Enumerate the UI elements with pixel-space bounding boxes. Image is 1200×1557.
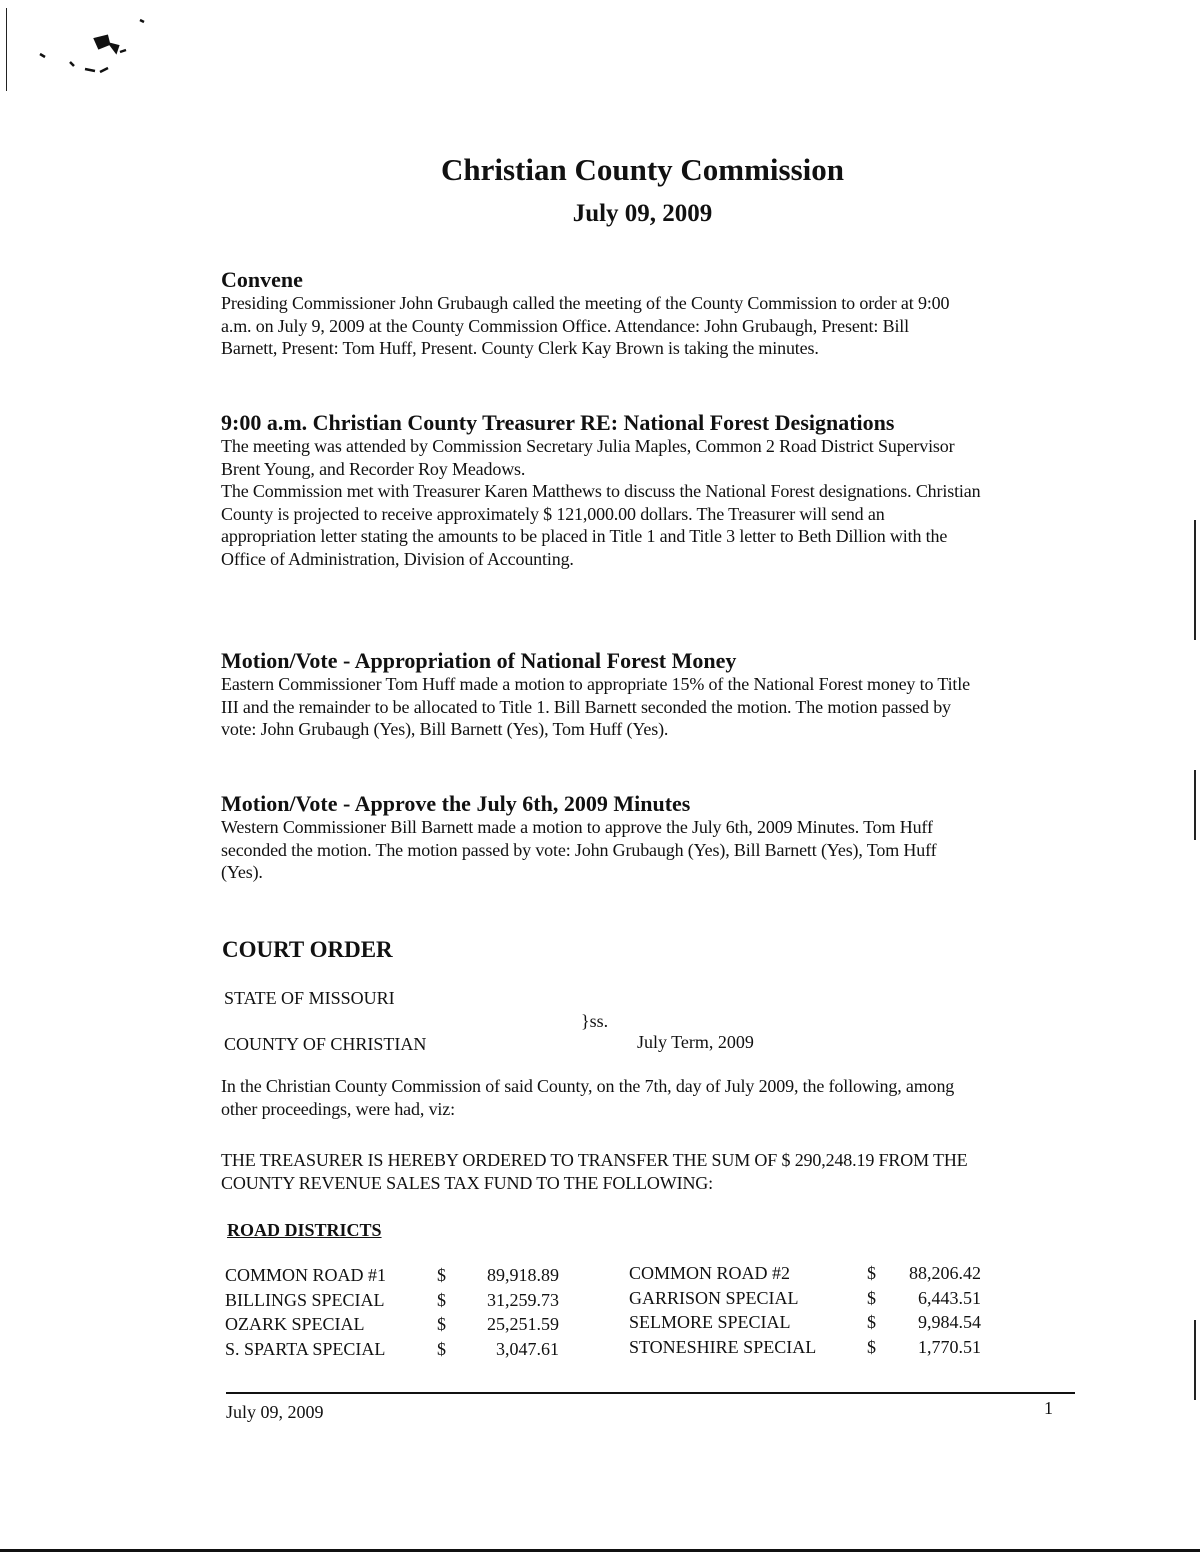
road-name: STONESHIRE SPECIAL [629, 1336, 817, 1357]
road-districts-right-table [628, 1261, 982, 1359]
currency-symbol: $ [437, 1289, 446, 1310]
road-name: OZARK SPECIAL [225, 1314, 365, 1334]
term-line: July Term, 2009 [637, 1032, 754, 1052]
table-row [628, 1261, 982, 1286]
scan-edge-bottom [0, 1549, 1200, 1552]
section-line: Eastern Commissioner Tom Huff made a motion to appropriate 15% of the National Forest money to Title [221, 674, 970, 694]
section-convene [221, 268, 1081, 360]
table-row [628, 1335, 982, 1360]
road-amount: 9,984.54 [918, 1312, 981, 1332]
section-line: III and the remainder to be allocated to Title 1. Bill Barnett seconded the motion. The motion passed by [221, 696, 951, 717]
footer-rule [226, 1392, 1075, 1394]
directive-line: COUNTY REVENUE SALES TAX FUND TO THE FOLLOWING: [221, 1172, 714, 1193]
road-amount: 31,259.73 [487, 1289, 559, 1310]
currency-symbol: $ [867, 1263, 876, 1283]
section-line: vote: John Grubaugh (Yes), Bill Barnett (Yes), Tom Huff (Yes). [221, 719, 669, 739]
footer-date: July 09, 2009 [226, 1402, 324, 1422]
table-row [628, 1310, 982, 1335]
road-amount: 1,770.51 [918, 1336, 981, 1357]
road-amount: 6,443.51 [918, 1287, 981, 1308]
section-line: The meeting was attended by Commission Secretary Julia Maples, Common 2 Road District Supervisor [221, 436, 955, 456]
section-line: a.m. on July 9, 2009 at the County Commission Office. Attendance: John Grubaugh, Present: Bill [221, 315, 909, 336]
scan-edge-right-lower [1194, 1320, 1196, 1400]
currency-symbol: $ [867, 1312, 876, 1332]
scan-edge-right-middle [1194, 770, 1196, 840]
section-heading: Motion/Vote - Approve the July 6th, 2009 Minutes [221, 791, 691, 816]
road-name: COMMON ROAD #1 [225, 1265, 387, 1285]
section-line: (Yes). [221, 862, 263, 882]
currency-symbol: $ [437, 1338, 446, 1359]
section-treasurer [221, 411, 1081, 570]
section-line: appropriation letter stating the amounts to be placed in Title 1 and Title 3 letter to Beth Dillion with the [221, 526, 948, 546]
directive-line: THE TREASURER IS HEREBY ORDERED TO TRANSFER THE SUM OF $ 290,248.19 FROM THE [221, 1150, 968, 1170]
section-minutes-motion [221, 792, 1081, 884]
scan-edge-right-upper [1194, 520, 1196, 640]
section-line: Barnett, Present: Tom Huff, Present. County Clerk Kay Brown is taking the minutes. [221, 338, 819, 358]
road-name: SELMORE SPECIAL [629, 1312, 791, 1332]
section-appropriation-motion [221, 649, 1081, 741]
section-heading: Convene [221, 267, 303, 292]
section-line: Brent Young, and Recorder Roy Meadows. [221, 458, 526, 479]
court-order-directive [221, 1149, 1081, 1194]
page-number: 1 [1044, 1398, 1053, 1418]
section-line: Western Commissioner Bill Barnett made a motion to approve the July 6th, 2009 Minutes. Tom Huff [221, 817, 933, 837]
road-name: COMMON ROAD #2 [629, 1263, 791, 1283]
road-name: BILLINGS SPECIAL [225, 1289, 385, 1310]
document-date: July 09, 2009 [572, 200, 713, 227]
road-name: S. SPARTA SPECIAL [225, 1338, 386, 1359]
section-line: Office of Administration, Division of Accounting. [221, 548, 574, 569]
table-row [224, 1312, 560, 1337]
table-row [224, 1337, 560, 1362]
section-heading: Motion/Vote - Appropriation of National Forest Money [221, 648, 737, 673]
road-name: GARRISON SPECIAL [629, 1287, 799, 1308]
section-line: The Commission met with Treasurer Karen Matthews to discuss the National Forest designations. Christian [221, 481, 981, 501]
document-title: Christian County Commission [440, 152, 845, 187]
road-amount: 88,206.42 [909, 1263, 981, 1283]
court-order-heading: COURT ORDER [222, 937, 393, 962]
road-amount: 25,251.59 [487, 1314, 559, 1334]
road-amount: 89,918.89 [487, 1265, 559, 1285]
intro-line: In the Christian County Commission of said County, on the 7th, day of July 2009, the following, among [221, 1076, 955, 1096]
scan-edge-left [6, 8, 7, 91]
currency-symbol: $ [867, 1287, 876, 1308]
road-districts-left-table [224, 1263, 560, 1361]
county-line: COUNTY OF CHRISTIAN [224, 1034, 427, 1054]
road-districts-heading: ROAD DISTRICTS [227, 1220, 382, 1240]
court-order-intro [221, 1075, 1081, 1120]
section-heading: 9:00 a.m. Christian County Treasurer RE: National Forest Designations [221, 410, 895, 435]
ss-mark: }ss. [581, 1011, 609, 1031]
currency-symbol: $ [437, 1314, 446, 1334]
road-amount: 3,047.61 [496, 1338, 559, 1359]
currency-symbol: $ [437, 1265, 446, 1285]
section-line: County is projected to receive approximately $ 121,000.00 dollars. The Treasurer will send an [221, 503, 885, 524]
intro-line: other proceedings, were had, viz: [221, 1098, 455, 1119]
table-row [628, 1286, 982, 1311]
section-line: Presiding Commissioner John Grubaugh called the meeting of the County Commission to order at 9:00 [221, 293, 950, 313]
table-row [224, 1288, 560, 1313]
currency-symbol: $ [867, 1336, 876, 1357]
state-line: STATE OF MISSOURI [224, 988, 395, 1008]
scan-noise-mark [30, 14, 150, 84]
table-row [224, 1263, 560, 1288]
section-line: seconded the motion. The motion passed by vote: John Grubaugh (Yes), Bill Barnett (Yes), Tom Huff [221, 839, 937, 860]
